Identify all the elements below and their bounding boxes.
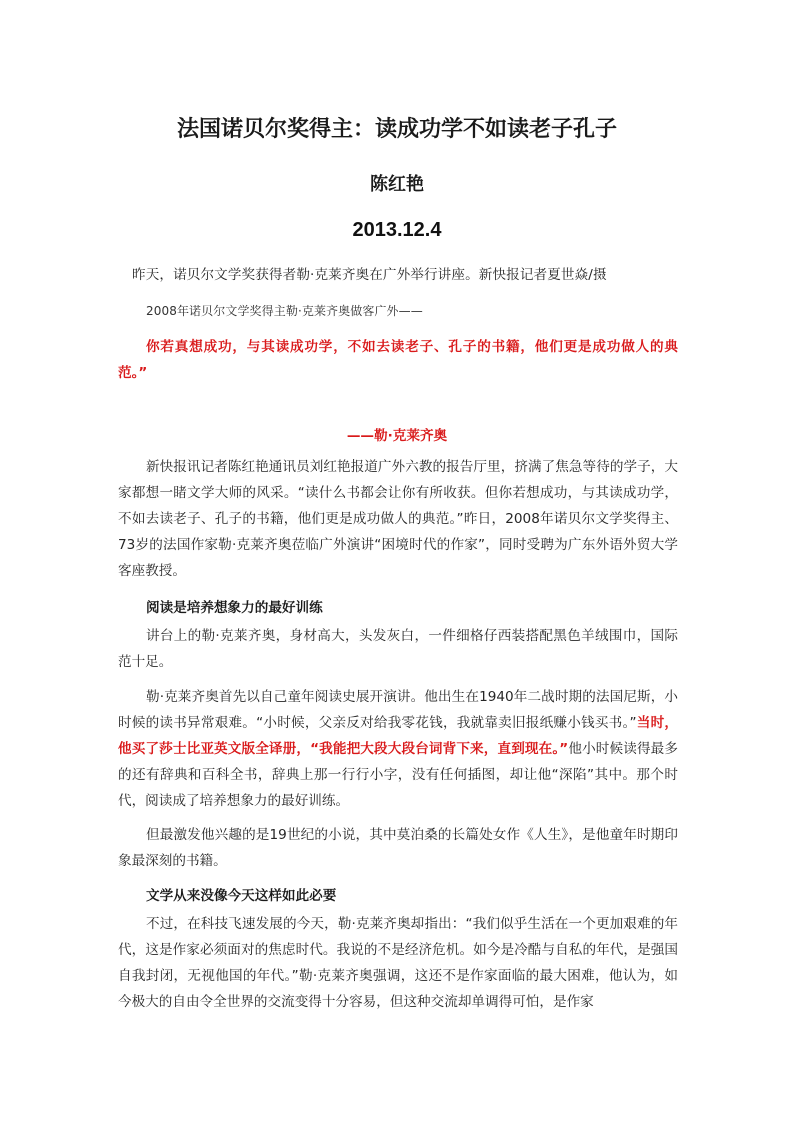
paragraph-intro: 新快报讯记者陈红艳通讯员刘红艳报道广外六教的报告厅里，挤满了焦急等待的学子，大家都想一睹文学大师的风采。“读什么书都会让你有所收获。但你若想成功，与其读成功学，不如去读老子、孔子的书籍，他们更是成功做人的典范。”昨日，2008年诺贝尔文学奖得主、73岁的法国作家勒·克莱齐奥莅临广外演讲“困境时代的作家”，同时受聘为广东外语外贸大学客座教授。	[118, 459, 678, 579]
photo-caption: 昨天，诺贝尔文学奖获得者勒·克莱齐奥在广外举行讲座。新快报记者夏世焱/摄	[132, 267, 607, 283]
pull-quote-attribution: ——勒·克莱齐奥	[346, 428, 448, 444]
paragraph-childhood	[118, 684, 678, 814]
paragraph-novels: 但最激发他兴趣的是19世纪的小说，其中莫泊桑的长篇处女作《人生》，是他童年时期印象最深刻的书籍。	[118, 827, 678, 869]
paragraph-childhood-part1: 勒·克莱齐奥首先以自己童年阅读史展开演讲。他出生在1940年二战时期的法国尼斯，小时候的读书异常艰难。“小时候，父亲反对给我零花钱，我就靠卖旧报纸赚小钱买书。”	[118, 689, 678, 731]
section-heading-literature: 文学从来没像今天这样如此必要	[146, 888, 337, 904]
paragraph-childhood-part2: 他小时候读得最多的还有辞典和百科全书，辞典上那一行行小字，没有任何插图，却让他“深陷”其中。那个时代，阅读成了培养想象力的最好训练。	[118, 741, 678, 809]
highlighted-quote: 当时，他买了莎士比亚英文版全译册，“我能把大段大段台词背下来，直到现在。”	[118, 715, 678, 757]
pull-quote: 你若真想成功，与其读成功学，不如去读老子、孔子的书籍，他们更是成功做人的典范。”	[118, 339, 678, 381]
article-title: 法国诺贝尔奖得主：读成功学不如读老子孔子	[176, 116, 617, 142]
article-author: 陈红艳	[370, 174, 424, 195]
paragraph-appearance: 讲台上的勒·克莱齐奥，身材高大，头发灰白，一件细格仔西装搭配黑色羊绒围巾，国际范十足。	[118, 628, 678, 670]
paragraph-anxiety: 不过，在科技飞速发展的今天，勒·克莱齐奥却指出：“我们似乎生活在一个更加艰难的年代，这是作家必须面对的焦虑时代。我说的不是经济危机。如今是冷酷与自私的年代，是强国自我封闭，无视他国的年代。”勒·克莱齐奥强调，这还不是作家面临的最大困难，他认为，如今极大的自由令全世界的交流变得十分容易，但这种交流却单调得可怕，是作家	[118, 916, 678, 1010]
section-heading-reading: 阅读是培养想象力的最好训练	[146, 600, 323, 616]
intro-line: 2008年诺贝尔文学奖得主勒·克莱齐奥做客广外——	[146, 304, 423, 318]
article-date: 2013.12.4	[352, 219, 442, 241]
